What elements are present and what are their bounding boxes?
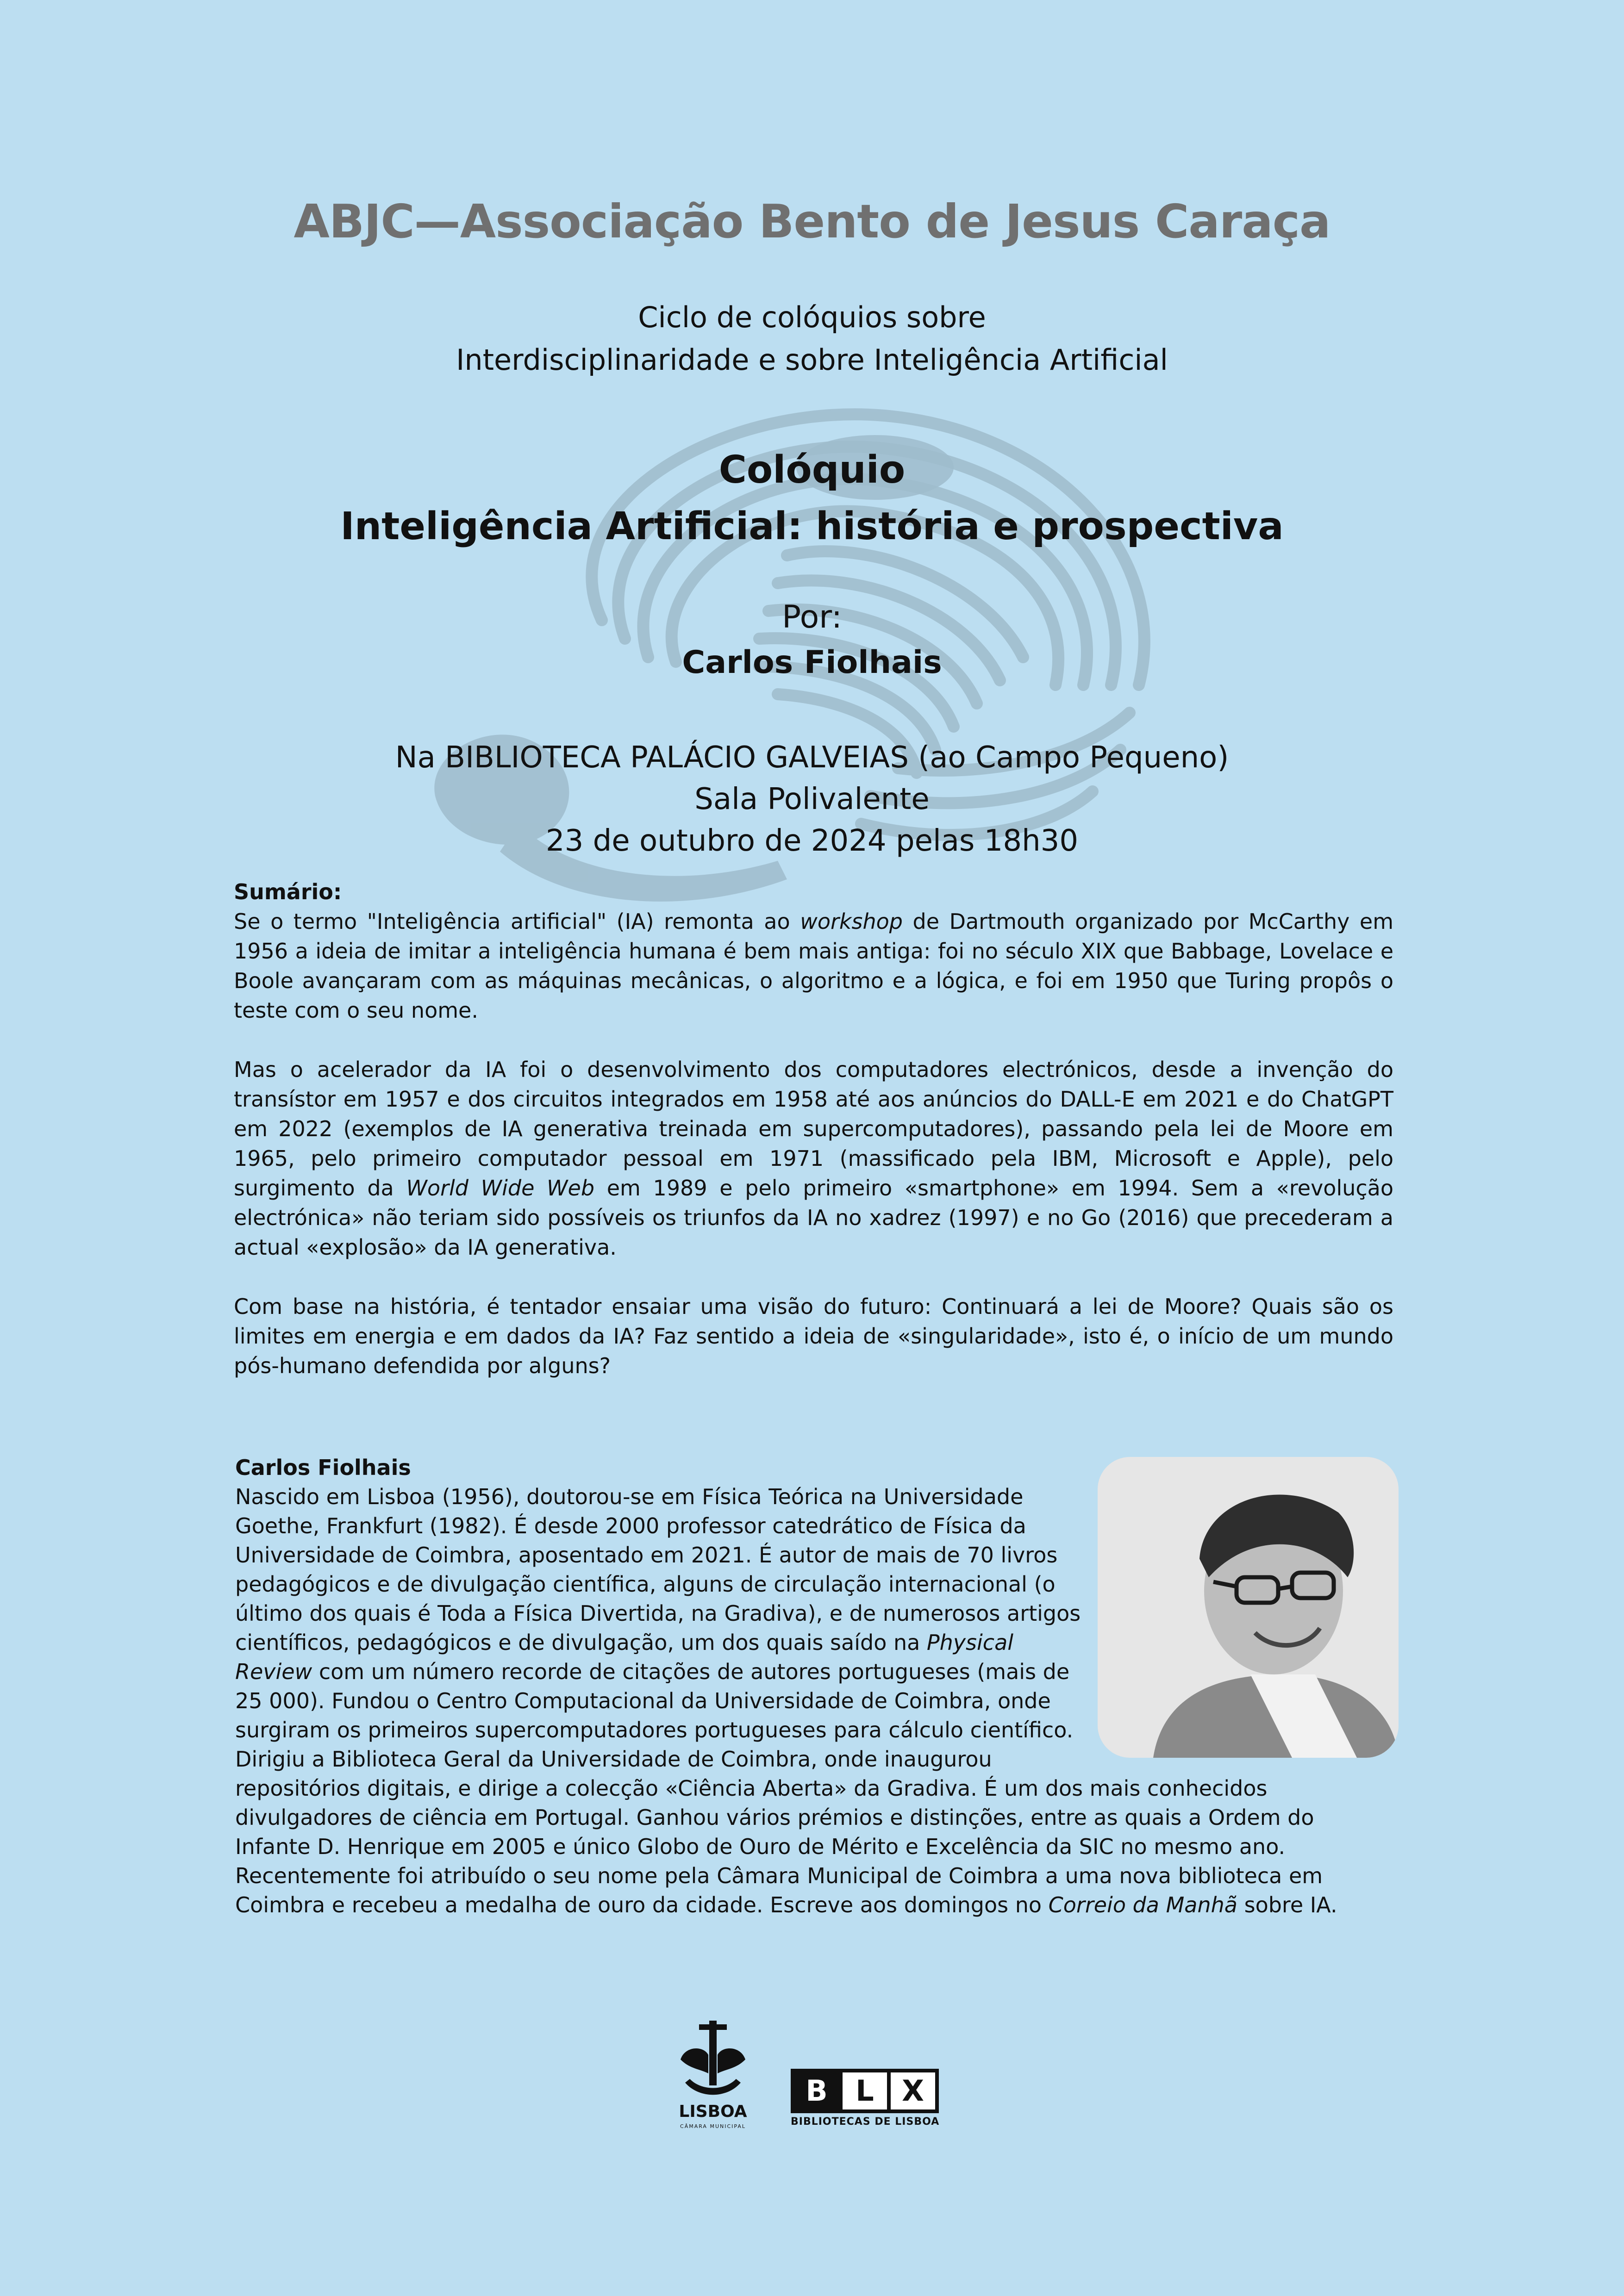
bio-emphasis-2: Correio da Manhã — [1048, 1892, 1237, 1917]
summary-p1-text-b: de Dartmouth organizado por McCarthy em 1956 a ideia de imitar a inteligência humana é bem mais antiga: foi no século XIX que Babbage, Lovelace e Boole avançaram com as máquinas mecânicas, o algoritmo e a lógica, e foi em 1950 que Turing propôs o teste com o seu nome. — [234, 909, 1394, 1023]
blx-logo — [791, 2069, 948, 2140]
blx-letter-b: B — [794, 2072, 843, 2109]
organization-title: ABJC—Associação Bento de Jesus Caraça — [294, 194, 1330, 249]
summary-p2-emphasis: World Wide Web — [406, 1176, 595, 1201]
speaker-block — [0, 595, 1624, 685]
venue-date: 23 de outubro de 2024 pelas 18h30 — [545, 824, 1079, 858]
bio-text-c: sobre IA. — [1237, 1892, 1337, 1917]
by-label: Por: — [782, 599, 842, 635]
lisboa-name: LISBOA — [679, 2102, 747, 2121]
summary-paragraph-3: Com base na história, é tentador ensaiar uma visão do futuro: Continuará a lei de Moore? Quais são os limites em energia e em dados da IA? Faz sentido a ideia de «singularidade», isto é, o início de um mundo pós-humano defendida por alguns? — [234, 1294, 1393, 1378]
blx-letter-x: X — [902, 2074, 924, 2108]
summary-p2-text-b: em 1989 e pelo primeiro «smartphone» em 1994. Sem a «revolução electrónica» não teriam sido possíveis os triunfos da IA no xadrez (1997) e no Go (2016) que precederam a actual «explosão» da IA generativa. — [234, 1176, 1394, 1260]
blx-subtitle: BIBLIOTECAS DE LISBOA — [791, 2116, 940, 2128]
cycle-line-2: Interdisciplinaridade e sobre Inteligência Artificial — [456, 343, 1168, 377]
event-type: Colóquio — [718, 448, 906, 492]
bio-text-a: Nascido em Lisboa (1956), doutorou-se em Física Teórica na Universidade Goethe, Frankfurt (1982). É desde 2000 professor catedrático de Física da Universidade de Coimbra, aposentado em 2021. É autor de mais de 70 livros pedagógicos e de divulgação científica, alguns de circulação internacional (o último dos quais é Toda a Física Divertida, na Gradiva), e de numerosos artigos científicos, pedagógicos e de divulgação, um dos quais saído na — [235, 1484, 1081, 1655]
sponsor-logos — [671, 2018, 958, 2147]
blx-letter-box — [791, 2069, 939, 2113]
lisboa-emblem-icon — [671, 2018, 755, 2101]
summary-p1-emphasis: workshop — [800, 909, 903, 934]
portrait-icon — [1098, 1457, 1399, 1758]
cycle-subtitle — [0, 296, 1624, 381]
cycle-line-1: Ciclo de colóquios sobre — [638, 300, 986, 334]
lisboa-logo — [671, 2018, 764, 2138]
summary-paragraph-1 — [234, 907, 1393, 1025]
summary-section — [234, 877, 1393, 1410]
bio-section — [235, 1453, 1395, 1920]
summary-heading: Sumário: — [234, 879, 342, 904]
event-heading — [0, 442, 1624, 555]
summary-p1-text-a: Se o termo "Inteligência artificial" (IA) remonta ao — [234, 909, 800, 934]
summary-paragraph-2 — [234, 1055, 1393, 1262]
summary-p2-text-a: Mas o acelerador da IA foi o desenvolvimento dos computadores electrónicos, desde a invenção do transístor em 1957 e dos circuitos integrados em 1958 até aos anúncios do DALL-E em 2021 e do ChatGPT em 2022 (exemplos de IA generativa treinada em supercomputadores), passando pela lei de Moore em 1965, pelo primeiro computador pessoal em 1971 (massificado pela IBM, Microsoft e Apple), pelo surgimento da — [234, 1057, 1393, 1201]
blx-letter-l: L — [843, 2072, 891, 2109]
bio-heading: Carlos Fiolhais — [235, 1455, 411, 1480]
speaker-name: Carlos Fiolhais — [682, 644, 942, 681]
bio-emphasis-1: Physical Review — [235, 1630, 1014, 1684]
bio-text-b: com um número recorde de citações de autores portugueses (mais de 25 000). Fundou o Centro Computacional da Universidade de Coimbra, onde surgiram os primeiros supercomputadores portugueses para cálculo científico. Dirigiu a Biblioteca Geral da Universidade de Coimbra, onde inaugurou repositórios digitais, e dirige a colecção «Ciência Aberta» da Gradiva. É um dos mais conhecidos divulgadores de ciência em Portugal. Ganhou vários prémios e distinções, entre as quais a Ordem do Infante D. Henrique em 2005 e único Globo de Ouro de Mérito e Excelência da SIC no mesmo ano. Recentemente foi atribuído o seu nome pela Câmara Municipal de Coimbra a uma nova biblioteca em Coimbra e recebeu a medalha de ouro da cidade. Escreve aos domingos no — [235, 1659, 1323, 1917]
venue-block — [0, 737, 1624, 862]
event-title: Inteligência Artificial: história e prospectiva — [340, 504, 1284, 548]
venue-line-1: Na BIBLIOTECA PALÁCIO GALVEIAS (ao Campo Pequeno) — [395, 740, 1229, 775]
lisboa-subtitle: CÂMARA MUNICIPAL — [680, 2123, 746, 2129]
venue-line-2: Sala Polivalente — [694, 782, 930, 816]
speaker-photo — [1098, 1457, 1399, 1758]
